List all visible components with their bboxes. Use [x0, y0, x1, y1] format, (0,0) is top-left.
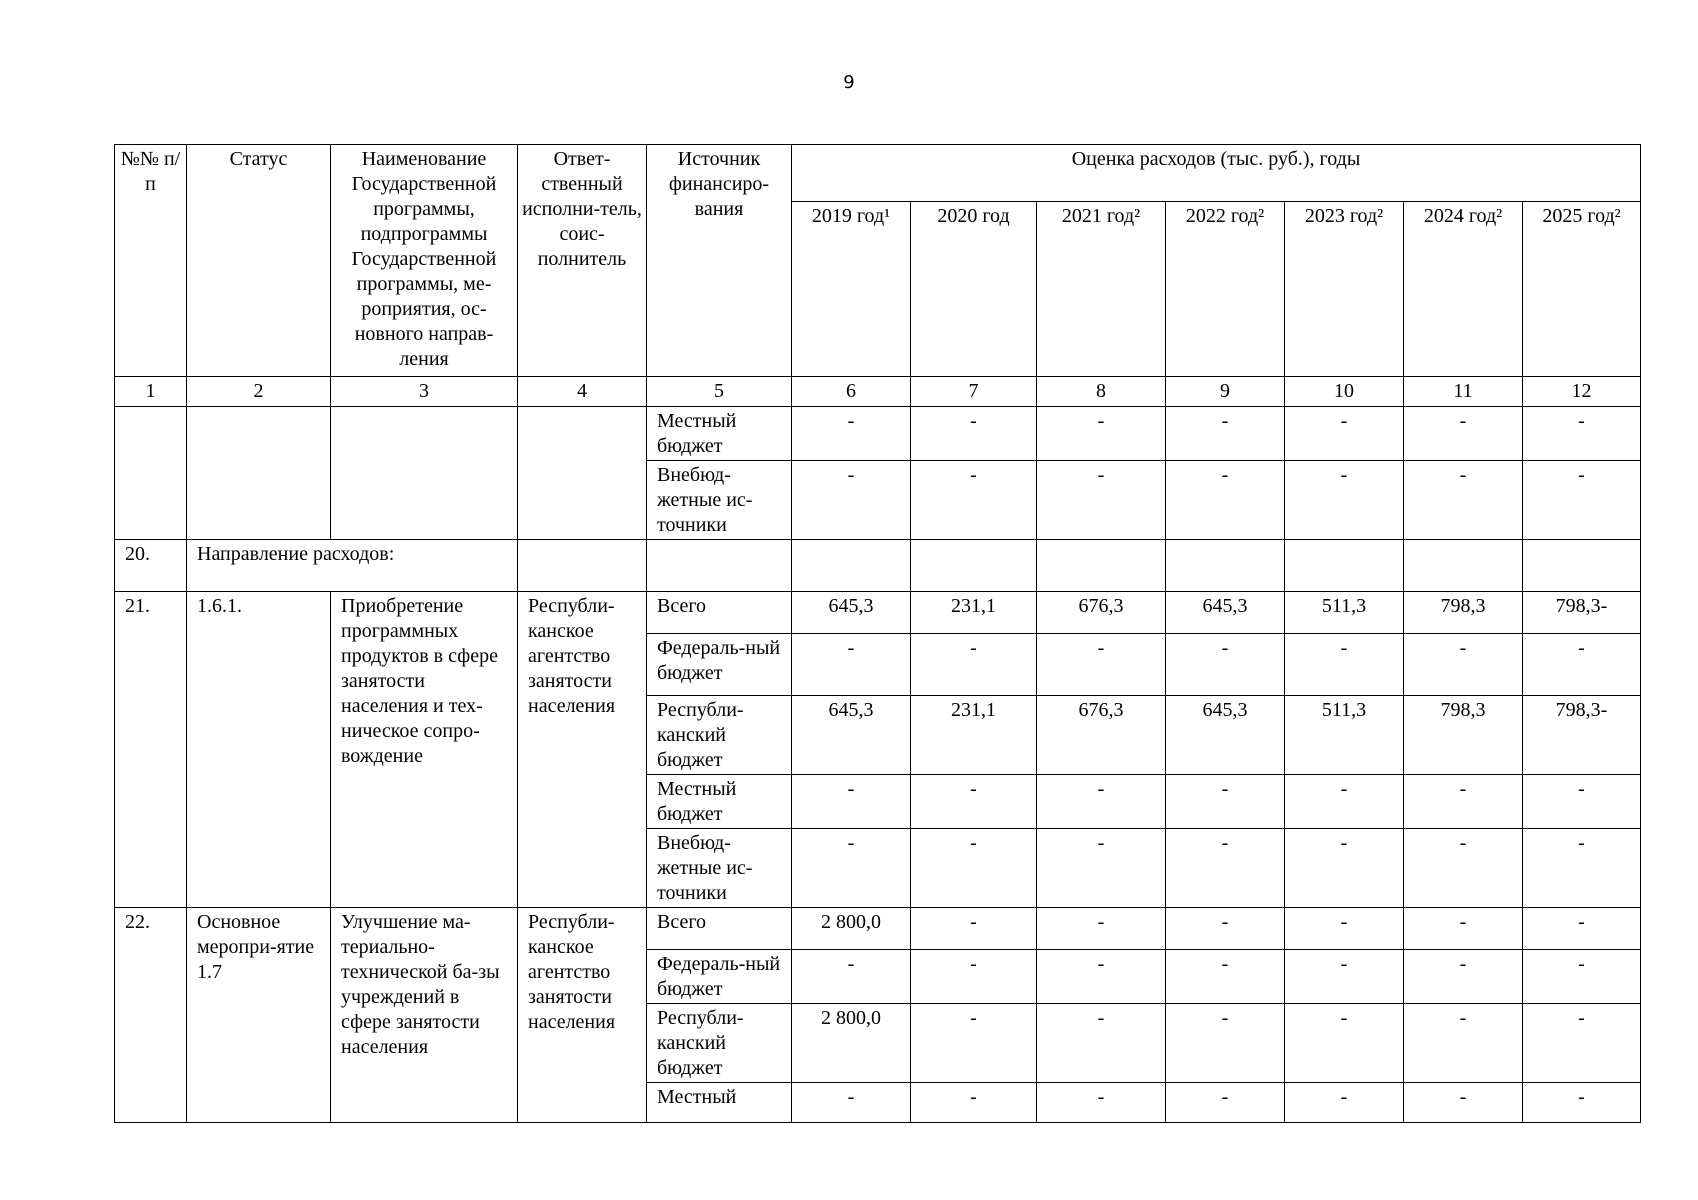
value-cell: 2 800,0 — [792, 1004, 911, 1083]
value-cell: - — [1404, 634, 1523, 696]
value-cell: - — [1285, 1004, 1404, 1083]
value-cell: - — [1285, 775, 1404, 829]
year-header-cell: 2025 год² — [1523, 202, 1641, 377]
value-cell: - — [1404, 908, 1523, 950]
value-cell: - — [1037, 829, 1166, 908]
value-cell: 511,3 — [1285, 696, 1404, 775]
empty-cell — [911, 540, 1037, 592]
value-cell: - — [1404, 775, 1523, 829]
year-header-cell: 2020 год — [911, 202, 1037, 377]
value-cell: 676,3 — [1037, 592, 1166, 634]
status-cell: 1.6.1. — [187, 592, 331, 908]
value-cell: - — [792, 634, 911, 696]
header-row-1 — [115, 145, 1641, 202]
value-cell: 231,1 — [911, 592, 1037, 634]
direction-cell: Направление расходов: — [187, 540, 518, 592]
value-cell: - — [911, 634, 1037, 696]
value-cell: - — [1523, 634, 1641, 696]
value-cell: 798,3- — [1523, 592, 1641, 634]
value-cell: - — [1166, 775, 1285, 829]
value-cell: - — [1523, 1004, 1641, 1083]
value-cell: - — [1404, 461, 1523, 540]
name-cell: Приобретение программных продуктов в сфере занятости населения и тех-ническое сопро-вождение — [331, 592, 518, 908]
table-row-20 — [115, 540, 1641, 592]
value-cell: - — [911, 908, 1037, 950]
header-cell: №№ п/п — [115, 145, 187, 377]
year-header-cell: 2023 год² — [1285, 202, 1404, 377]
value-cell: 511,3 — [1285, 592, 1404, 634]
value-cell: - — [792, 775, 911, 829]
source-cell: Республи-канский бюджет — [647, 1004, 792, 1083]
value-cell: 2 800,0 — [792, 908, 911, 950]
value-cell: - — [1037, 461, 1166, 540]
value-cell: - — [1523, 829, 1641, 908]
value-cell: 798,3 — [1404, 696, 1523, 775]
source-cell: Всего — [647, 592, 792, 634]
column-number-cell: 1 — [115, 377, 187, 407]
value-cell: - — [792, 950, 911, 1004]
value-cell: - — [1285, 950, 1404, 1004]
value-cell: - — [1166, 634, 1285, 696]
year-header-cell: 2022 год² — [1166, 202, 1285, 377]
value-cell: - — [1404, 407, 1523, 461]
value-cell: - — [911, 1004, 1037, 1083]
value-cell: 231,1 — [911, 696, 1037, 775]
source-cell: Местный бюджет — [647, 407, 792, 461]
header-cell: Оценка расходов (тыс. руб.), годы — [792, 145, 1641, 202]
year-header-cell: 2021 год² — [1037, 202, 1166, 377]
column-number-row — [115, 377, 1641, 407]
value-cell: - — [792, 1083, 911, 1123]
table-row-22 — [115, 908, 1641, 950]
value-cell: - — [911, 775, 1037, 829]
row-number-cell: 20. — [115, 540, 187, 592]
empty-cell — [1404, 540, 1523, 592]
column-number-cell: 9 — [1166, 377, 1285, 407]
value-cell: 645,3 — [792, 592, 911, 634]
row-number-cell: 22. — [115, 908, 187, 1123]
name-cell — [331, 407, 518, 540]
value-cell: - — [1166, 1083, 1285, 1123]
column-number-cell: 11 — [1404, 377, 1523, 407]
status-cell — [187, 407, 331, 540]
responsible-cell: Республи-канское агентство занятости населения — [518, 592, 647, 908]
value-cell: - — [911, 407, 1037, 461]
value-cell: - — [1285, 1083, 1404, 1123]
column-number-cell: 3 — [331, 377, 518, 407]
value-cell: - — [1523, 950, 1641, 1004]
value-cell: - — [1037, 1004, 1166, 1083]
value-cell: - — [1523, 1083, 1641, 1123]
column-number-cell: 6 — [792, 377, 911, 407]
value-cell: - — [1285, 407, 1404, 461]
header-cell: Источник финансиро-вания — [647, 145, 792, 377]
value-cell: - — [911, 461, 1037, 540]
source-cell: Внебюд-жетные ис-точники — [647, 829, 792, 908]
source-cell: Федераль-ный бюджет — [647, 950, 792, 1004]
column-number-cell: 5 — [647, 377, 792, 407]
empty-cell — [1037, 540, 1166, 592]
year-header-cell: 2024 год² — [1404, 202, 1523, 377]
budget-table — [114, 144, 1641, 1123]
row-number-cell — [115, 407, 187, 540]
page-number: 9 — [843, 72, 855, 93]
column-number-cell: 12 — [1523, 377, 1641, 407]
value-cell: - — [1285, 461, 1404, 540]
status-cell: Основное меропри-ятие 1.7 — [187, 908, 331, 1123]
header-cell: Наименование Государственной программы, подпрограммы Государственной программы, ме-роприятия, ос-новного направ-ления — [331, 145, 518, 377]
value-cell: - — [1404, 829, 1523, 908]
value-cell: - — [911, 1083, 1037, 1123]
empty-cell — [1285, 540, 1404, 592]
value-cell: - — [911, 829, 1037, 908]
value-cell: - — [1166, 1004, 1285, 1083]
value-cell: - — [1285, 829, 1404, 908]
value-cell: - — [1166, 908, 1285, 950]
value-cell: 798,3- — [1523, 696, 1641, 775]
value-cell: - — [792, 407, 911, 461]
empty-cell — [518, 540, 647, 592]
value-cell: - — [1404, 1004, 1523, 1083]
value-cell: - — [1285, 634, 1404, 696]
value-cell: 645,3 — [1166, 696, 1285, 775]
value-cell: - — [1166, 461, 1285, 540]
responsible-cell — [518, 407, 647, 540]
value-cell: - — [1523, 407, 1641, 461]
source-cell: Местный бюджет — [647, 775, 792, 829]
source-cell: Внебюд-жетные ис-точники — [647, 461, 792, 540]
source-cell: Республи-канский бюджет — [647, 696, 792, 775]
column-number-cell: 7 — [911, 377, 1037, 407]
column-number-cell: 8 — [1037, 377, 1166, 407]
column-number-cell: 2 — [187, 377, 331, 407]
empty-cell — [1523, 540, 1641, 592]
value-cell: 798,3 — [1404, 592, 1523, 634]
header-cell: Статус — [187, 145, 331, 377]
value-cell: 676,3 — [1037, 696, 1166, 775]
value-cell: - — [1166, 950, 1285, 1004]
empty-cell — [647, 540, 792, 592]
value-cell: - — [1404, 1083, 1523, 1123]
year-header-cell: 2019 год¹ — [792, 202, 911, 377]
value-cell: - — [1037, 634, 1166, 696]
value-cell: - — [1037, 775, 1166, 829]
empty-cell — [1166, 540, 1285, 592]
value-cell: - — [792, 461, 911, 540]
header-cell: Ответ-ственный исполни-тель, соис-полнитель — [518, 145, 647, 377]
table-row-21 — [115, 592, 1641, 634]
responsible-cell: Республи-канское агентство занятости населения — [518, 908, 647, 1123]
value-cell: - — [1523, 461, 1641, 540]
value-cell: - — [1037, 908, 1166, 950]
source-cell: Федераль-ный бюджет — [647, 634, 792, 696]
value-cell: - — [1523, 908, 1641, 950]
value-cell: - — [1285, 908, 1404, 950]
value-cell: - — [1037, 1083, 1166, 1123]
column-number-cell: 10 — [1285, 377, 1404, 407]
source-cell: Всего — [647, 908, 792, 950]
source-cell: Местный — [647, 1083, 792, 1123]
value-cell: - — [1404, 950, 1523, 1004]
value-cell: - — [1166, 407, 1285, 461]
value-cell: 645,3 — [1166, 592, 1285, 634]
column-number-cell: 4 — [518, 377, 647, 407]
name-cell: Улучшение ма-териально-технической ба-зы учреждений в сфере занятости населения — [331, 908, 518, 1123]
value-cell: - — [1166, 829, 1285, 908]
value-cell: - — [1037, 950, 1166, 1004]
value-cell: - — [1037, 407, 1166, 461]
value-cell: - — [1523, 775, 1641, 829]
value-cell: - — [792, 829, 911, 908]
row-number-cell: 21. — [115, 592, 187, 908]
empty-cell — [792, 540, 911, 592]
value-cell: - — [911, 950, 1037, 1004]
table-row-19 — [115, 407, 1641, 461]
value-cell: 645,3 — [792, 696, 911, 775]
